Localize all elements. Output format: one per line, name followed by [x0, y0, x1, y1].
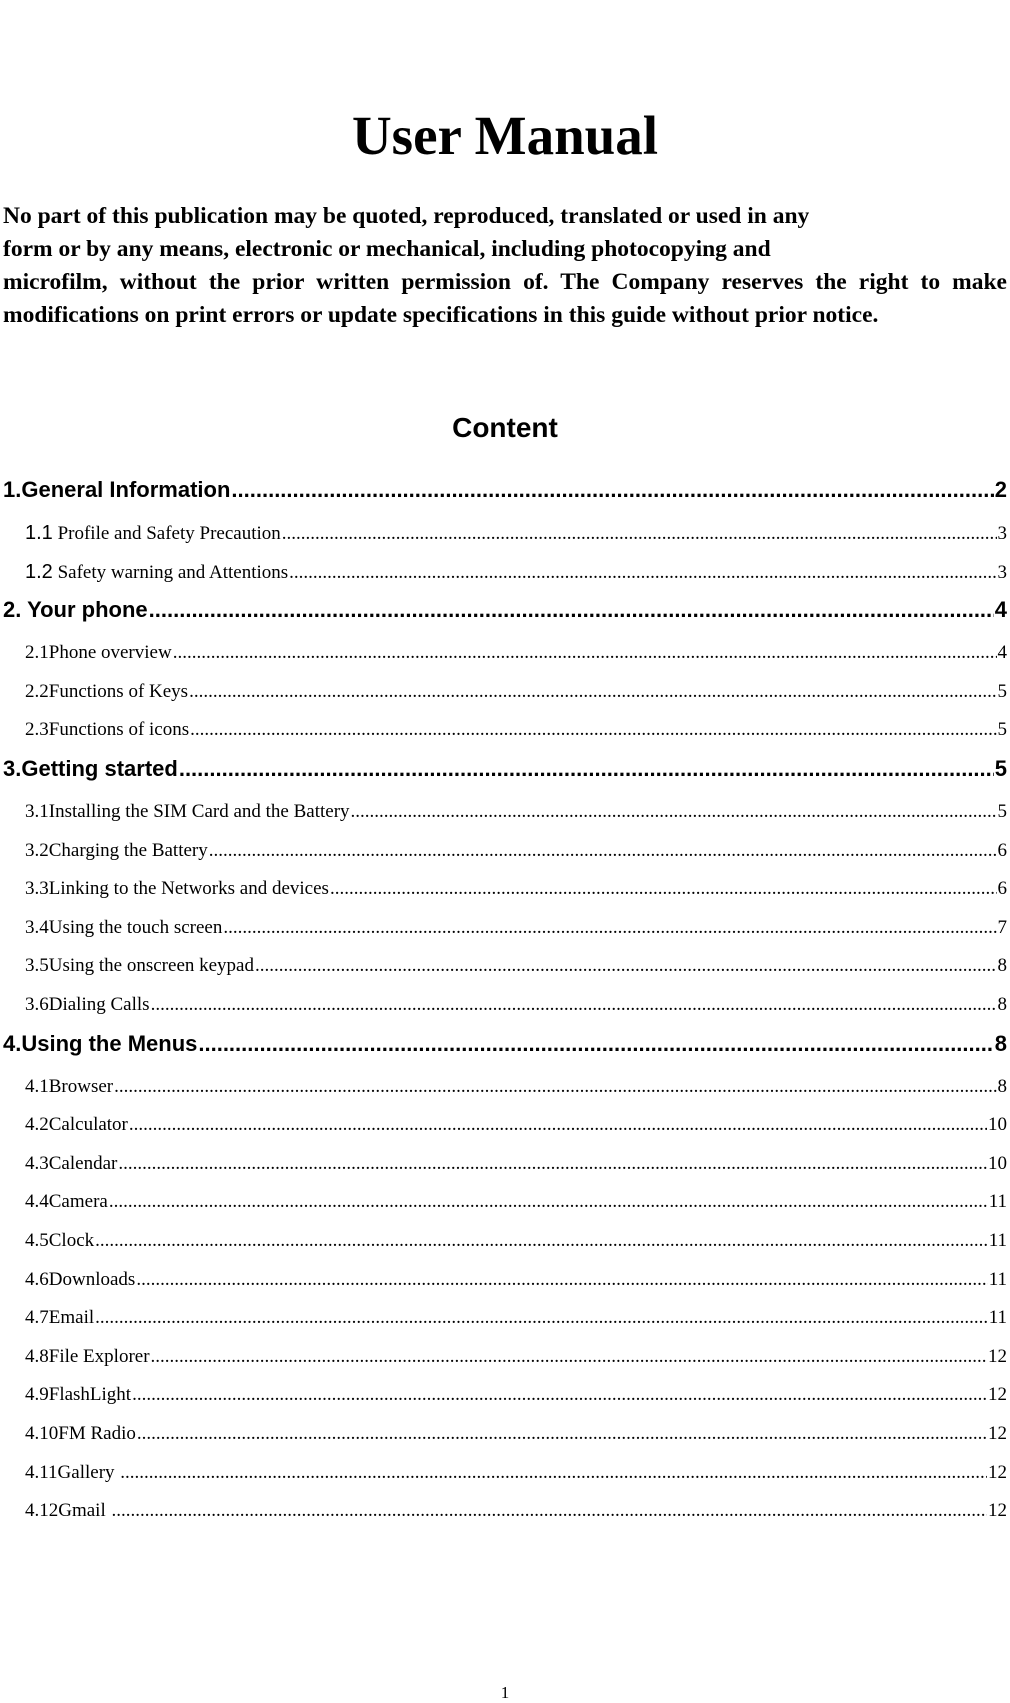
- toc-entry-number: 3.1: [25, 801, 49, 822]
- toc-page-number: 5: [997, 801, 1007, 822]
- toc-entry-number: 4.8: [25, 1345, 49, 1367]
- toc-entry-number: 4.1: [25, 1075, 49, 1097]
- toc-subsection-entry[interactable]: [3, 677, 1007, 707]
- notice-line: No part of this publication may be quoted, reproduced, translated or used in any: [3, 203, 810, 229]
- toc-page-number: 5: [997, 719, 1007, 741]
- toc-entry-label: [25, 951, 254, 981]
- toc-page-number: 4: [997, 642, 1007, 664]
- toc-subsection-entry[interactable]: [3, 557, 1007, 587]
- toc-page-number: 8: [997, 1075, 1007, 1097]
- toc-entry-title: Linking to the Networks and devices: [48, 878, 329, 900]
- toc-page-number: 12: [988, 1461, 1007, 1483]
- toc-entry-label: [3, 593, 148, 627]
- toc-subsection-entry[interactable]: [3, 1419, 1007, 1449]
- toc-entry-label: [25, 715, 189, 745]
- toc-entry-number: 4.9: [25, 1384, 49, 1406]
- toc-page-number: 8: [997, 994, 1007, 1015]
- toc-entry-number: 4.: [3, 1030, 22, 1056]
- toc-dot-leader: [112, 1496, 988, 1526]
- document-title: User Manual: [351, 105, 659, 166]
- toc-entry-title: Email: [48, 1307, 95, 1329]
- toc-dot-leader: [95, 1226, 988, 1256]
- toc-subsection-entry[interactable]: [3, 1110, 1007, 1140]
- toc-entry-title: Calculator: [48, 1114, 128, 1136]
- toc-entry-label: [25, 1380, 131, 1410]
- toc-entry-title: Dialing Calls: [48, 994, 150, 1015]
- toc-entry-number: 3.: [3, 756, 22, 781]
- toc-subsection-entry[interactable]: [3, 1149, 1007, 1179]
- toc-entry-title: Browser: [48, 1075, 114, 1097]
- toc-entry-label: [3, 1027, 197, 1061]
- notice-line: microfilm, without the prior written permission of. The Company reserves the right to make: [3, 269, 1007, 295]
- toc-dot-leader: [136, 1265, 987, 1295]
- toc-page-number: 5: [997, 680, 1007, 702]
- toc-dot-leader: [137, 1419, 987, 1449]
- toc-entry-title: Profile and Safety Precaution: [52, 523, 281, 544]
- toc-subsection-entry[interactable]: [3, 715, 1007, 745]
- toc-entry-number: 3.3: [25, 878, 49, 900]
- toc-entry-label: [25, 1187, 108, 1217]
- toc-page-number: 11: [988, 1307, 1007, 1329]
- toc-page-number: 10: [988, 1152, 1007, 1174]
- toc-entry-label: [25, 990, 150, 1020]
- toc-subsection-entry[interactable]: [3, 1458, 1007, 1488]
- toc-entry-title: Gallery: [57, 1461, 120, 1483]
- toc-entry-title: Camera: [48, 1191, 108, 1213]
- toc-entry-number: 1.: [3, 477, 22, 502]
- toc-subsection-entry[interactable]: [3, 518, 1007, 548]
- content-heading: Content: [452, 412, 558, 443]
- toc-entry-number: 2.1: [25, 642, 49, 664]
- toc-subsection-entry[interactable]: [3, 1380, 1007, 1410]
- toc-entry-title: Using the Menus: [21, 1030, 198, 1056]
- toc-entry-number: 4.7: [25, 1307, 49, 1329]
- toc-dot-leader: [129, 1110, 987, 1140]
- toc-subsection-entry[interactable]: [3, 874, 1007, 904]
- toc-dot-leader: [209, 836, 997, 866]
- toc-subsection-entry[interactable]: [3, 638, 1007, 668]
- toc-dot-leader: [198, 1027, 993, 1061]
- toc-entry-label: [25, 1458, 119, 1488]
- toc-page-number: 6: [997, 878, 1007, 900]
- toc-page-number: 2: [994, 477, 1007, 502]
- toc-dot-leader: [120, 1458, 987, 1488]
- toc-subsection-entry[interactable]: [3, 990, 1007, 1020]
- toc-entry-label: [25, 1419, 136, 1449]
- toc-page-number: 12: [988, 1423, 1007, 1444]
- toc-entry-title: Safety warning and Attentions: [52, 561, 289, 583]
- toc-entry-title: Installing the SIM Card and the Battery: [48, 801, 350, 822]
- toc-entry-number: 4.6: [25, 1268, 49, 1290]
- toc-entry-title: File Explorer: [48, 1345, 150, 1367]
- page-number: 1: [500, 1683, 510, 1702]
- toc-subsection-entry[interactable]: [3, 1342, 1007, 1372]
- toc-entry-number: 3.4: [25, 916, 49, 938]
- toc-entry-label: [25, 874, 329, 904]
- toc-dot-leader: [151, 990, 997, 1020]
- toc-entry-label: [25, 1226, 94, 1256]
- toc-entry-number: 4.3: [25, 1152, 49, 1174]
- toc-subsection-entry[interactable]: [3, 951, 1007, 981]
- toc-entry-title: FM Radio: [58, 1423, 136, 1444]
- toc-entry-title: General Information: [21, 477, 231, 502]
- toc-entry-title: FlashLight: [48, 1384, 132, 1406]
- toc-subsection-entry[interactable]: [3, 1072, 1007, 1102]
- toc-entry-number: 4.10: [25, 1423, 59, 1444]
- toc-entry-number: 1.2: [25, 560, 53, 583]
- toc-page-number: 7: [997, 916, 1007, 938]
- toc-page-number: 11: [988, 1268, 1007, 1290]
- toc-entry-number: 3.5: [25, 955, 49, 977]
- toc-entry-label: [25, 836, 208, 866]
- toc-dot-leader: [223, 913, 996, 943]
- toc-entry-number: 4.5: [25, 1230, 49, 1251]
- toc-page-number: 5: [994, 756, 1007, 781]
- toc-entry-label: [25, 797, 350, 827]
- toc-entry-label: [25, 913, 222, 943]
- toc-dot-leader: [95, 1303, 988, 1333]
- toc-entry-number: 2.: [3, 597, 22, 623]
- toc-entry-title: Using the touch screen: [48, 916, 223, 938]
- toc-entry-label: [25, 1265, 135, 1295]
- notice-line: modifications on print errors or update specifications in this guide without prior notice.: [3, 302, 879, 328]
- toc-entry-label: [25, 1110, 128, 1140]
- toc-page-number: 8: [994, 1030, 1007, 1056]
- toc-dot-leader: [231, 473, 993, 507]
- toc-dot-leader: [132, 1380, 987, 1410]
- toc-entry-number: 4.12: [25, 1500, 59, 1522]
- toc-entry-label: [25, 1149, 117, 1179]
- toc-entry-title: Using the onscreen keypad: [48, 955, 254, 977]
- toc-dot-leader: [190, 715, 996, 745]
- toc-entry-title: Clock: [48, 1230, 95, 1251]
- toc-subsection-entry[interactable]: [3, 1265, 1007, 1295]
- toc-entry-label: [3, 752, 178, 786]
- toc-subsection-entry[interactable]: [3, 1226, 1007, 1256]
- toc-dot-leader: [189, 677, 996, 707]
- copyright-notice: [3, 200, 1007, 332]
- toc-entry-number: 3.6: [25, 994, 49, 1015]
- toc-dot-leader: [282, 519, 997, 549]
- toc-entry-title: Charging the Battery: [48, 839, 208, 861]
- toc-entry-label: [25, 518, 281, 549]
- toc-entry-number: 4.11: [25, 1461, 58, 1483]
- toc-dot-leader: [351, 797, 997, 827]
- toc-entry-number: 2.2: [25, 680, 49, 702]
- toc-entry-label: [3, 473, 230, 507]
- toc-entry-label: [25, 1342, 150, 1372]
- toc-entry-title: Functions of icons: [48, 719, 190, 741]
- toc-page-number: 4: [994, 597, 1007, 623]
- toc-entry-title: Functions of Keys: [48, 680, 189, 702]
- toc-entry-label: [25, 1072, 113, 1102]
- toc-subsection-entry[interactable]: [3, 797, 1007, 827]
- toc-page-number: 11: [988, 1230, 1007, 1251]
- toc-dot-leader: [173, 638, 997, 668]
- toc-entry-label: [25, 1496, 111, 1526]
- toc-entry-title: Gmail: [58, 1500, 111, 1522]
- toc-dot-leader: [289, 558, 996, 588]
- toc-page-number: 12: [988, 1500, 1007, 1522]
- toc-entry-number: 1.1: [25, 522, 53, 544]
- toc-entry-title: Downloads: [48, 1268, 136, 1290]
- toc-page-number: 3: [997, 523, 1007, 544]
- toc-entry-title: Calendar: [48, 1152, 118, 1174]
- toc-entry-number: 2.3: [25, 719, 49, 741]
- toc-entry-label: [25, 557, 288, 588]
- toc-entry-label: [25, 677, 188, 707]
- toc-subsection-entry[interactable]: [3, 1303, 1007, 1333]
- toc-entry-label: [25, 638, 172, 668]
- toc-entry-number: 4.2: [25, 1114, 49, 1136]
- toc-dot-leader: [255, 951, 997, 981]
- toc-entry-number: 4.4: [25, 1191, 49, 1213]
- toc-dot-leader: [109, 1187, 988, 1217]
- notice-line: form or by any means, electronic or mechanical, including photocopying and: [3, 236, 771, 262]
- toc-entry-title: Phone overview: [48, 642, 172, 664]
- toc-page-number: 12: [988, 1384, 1007, 1406]
- toc-entry-title: Getting started: [21, 756, 178, 781]
- toc-entry-title: Your phone: [21, 597, 148, 623]
- toc-page-number: 8: [997, 955, 1007, 977]
- toc-dot-leader: [330, 874, 997, 904]
- toc-subsection-entry[interactable]: [3, 1496, 1007, 1526]
- toc-page-number: 12: [988, 1345, 1007, 1367]
- toc-section-entry[interactable]: [3, 593, 1007, 627]
- toc-dot-leader: [149, 593, 994, 627]
- toc-subsection-entry[interactable]: [3, 836, 1007, 866]
- toc-page-number: 6: [997, 839, 1007, 861]
- toc-section-entry[interactable]: [3, 1027, 1007, 1061]
- toc-entry-number: 3.2: [25, 839, 49, 861]
- toc-subsection-entry[interactable]: [3, 1187, 1007, 1217]
- toc-section-entry[interactable]: [3, 473, 1007, 507]
- toc-page-number: 11: [988, 1191, 1007, 1213]
- toc-dot-leader: [118, 1149, 987, 1179]
- toc-dot-leader: [151, 1342, 987, 1372]
- toc-page-number: 3: [997, 561, 1007, 583]
- toc-subsection-entry[interactable]: [3, 913, 1007, 943]
- toc-section-entry[interactable]: [3, 752, 1007, 786]
- toc-dot-leader: [114, 1072, 996, 1102]
- toc-dot-leader: [179, 752, 994, 786]
- toc-page-number: 10: [988, 1114, 1007, 1136]
- toc-entry-label: [25, 1303, 94, 1333]
